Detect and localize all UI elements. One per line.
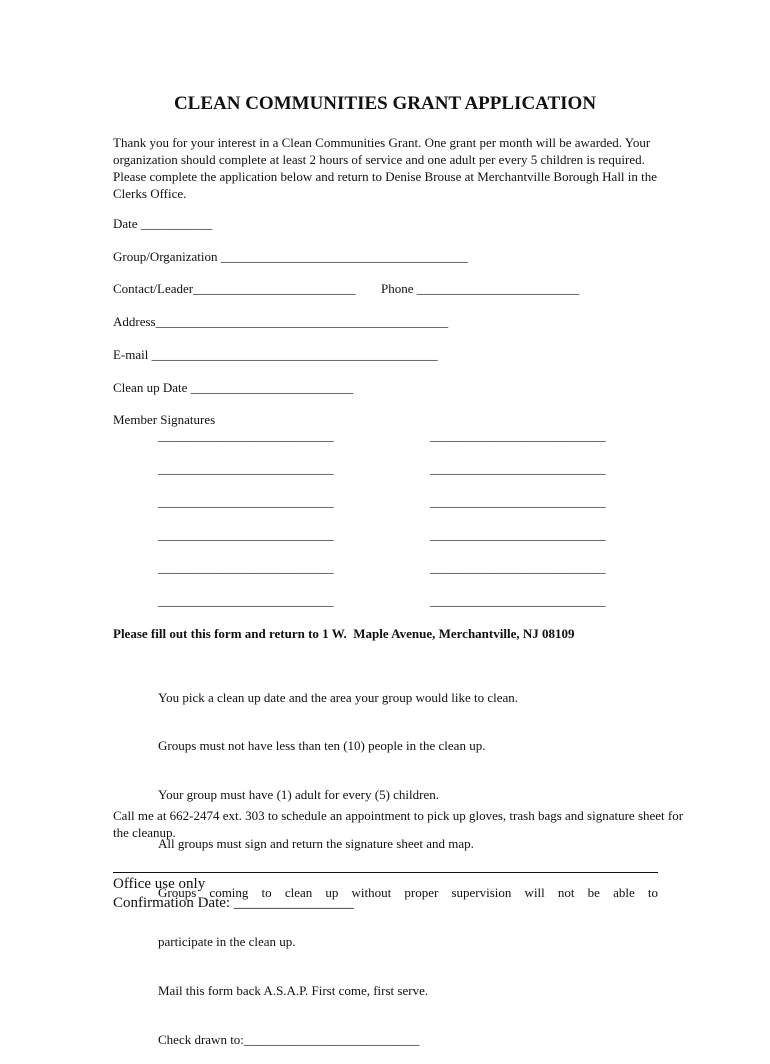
rule-item: Mail this form back A.S.A.P. First come, first serve. (158, 982, 429, 998)
rule-item: Groups coming to clean up without proper supervision will not be able to (158, 885, 658, 901)
signature-line-left-2[interactable]: ___________________________ (158, 461, 334, 476)
signature-line-right-2[interactable]: ___________________________ (430, 461, 606, 476)
phone-field[interactable]: Phone _________________________ (381, 281, 580, 296)
signature-line-right-5[interactable]: ___________________________ (430, 560, 606, 575)
signature-line-left-4[interactable]: ___________________________ (158, 527, 334, 542)
signature-line-right-3[interactable]: ___________________________ (430, 494, 606, 509)
rule-item: Groups must not have less than ten (10) people in the clean up. (158, 738, 486, 754)
return-address-note: Please fill out this form and return to 1 W. Maple Avenue, Merchantville, NJ 08109 (113, 626, 575, 641)
member-signatures-label: Member Signatures (113, 412, 216, 427)
address-field[interactable]: Address_____________________________________________ (113, 314, 449, 329)
signature-line-left-3[interactable]: ___________________________ (158, 494, 334, 509)
signature-line-right-1[interactable]: ___________________________ (430, 428, 606, 443)
office-use-label: Office use only (113, 876, 206, 892)
form-title: CLEAN COMMUNITIES GRANT APPLICATION (173, 93, 597, 114)
signature-line-left-5[interactable]: ___________________________ (158, 560, 334, 575)
rule-item: Your group must have (1) adult for every (5) children. (158, 787, 439, 803)
check-drawn-to-field[interactable]: Check drawn to:___________________________ (158, 1031, 420, 1047)
group-organization-field[interactable]: Group/Organization ______________________________________ (113, 249, 468, 264)
office-divider (113, 872, 658, 873)
contact-leader-field[interactable]: Contact/Leader_________________________ (113, 281, 356, 296)
signature-line-right-6[interactable]: ___________________________ (430, 593, 606, 608)
date-field[interactable]: Date ___________ (113, 216, 213, 231)
rule-item: All groups must sign and return the signature sheet and map. (158, 836, 474, 852)
intro-paragraph: Thank you for your interest in a Clean Communities Grant. One grant per month will be awarded. Your organization should complete at least 2 hours of service and one adult per every 5 children is required. Please complete the application below and return to Denise Brouse at Merchantville Borough Hall in the Clerks Office. (113, 135, 658, 201)
confirmation-date-field[interactable]: Confirmation Date: ________________ (113, 895, 354, 911)
signature-line-left-6[interactable]: ___________________________ (158, 593, 334, 608)
cleanup-date-field[interactable]: Clean up Date _________________________ (113, 380, 354, 395)
rule-item: You pick a clean up date and the area your group would like to clean. (158, 689, 519, 705)
email-field[interactable]: E-mail ____________________________________________ (113, 347, 438, 362)
signature-line-right-4[interactable]: ___________________________ (430, 527, 606, 542)
rule-item: participate in the clean up. (158, 934, 296, 950)
call-instructions: Call me at 662-2474 ext. 303 to schedule an appointment to pick up gloves, trash bags and signature sheet for the cleanup. (113, 808, 684, 840)
rules-list (158, 657, 658, 1064)
signature-line-left-1[interactable]: ___________________________ (158, 428, 334, 443)
